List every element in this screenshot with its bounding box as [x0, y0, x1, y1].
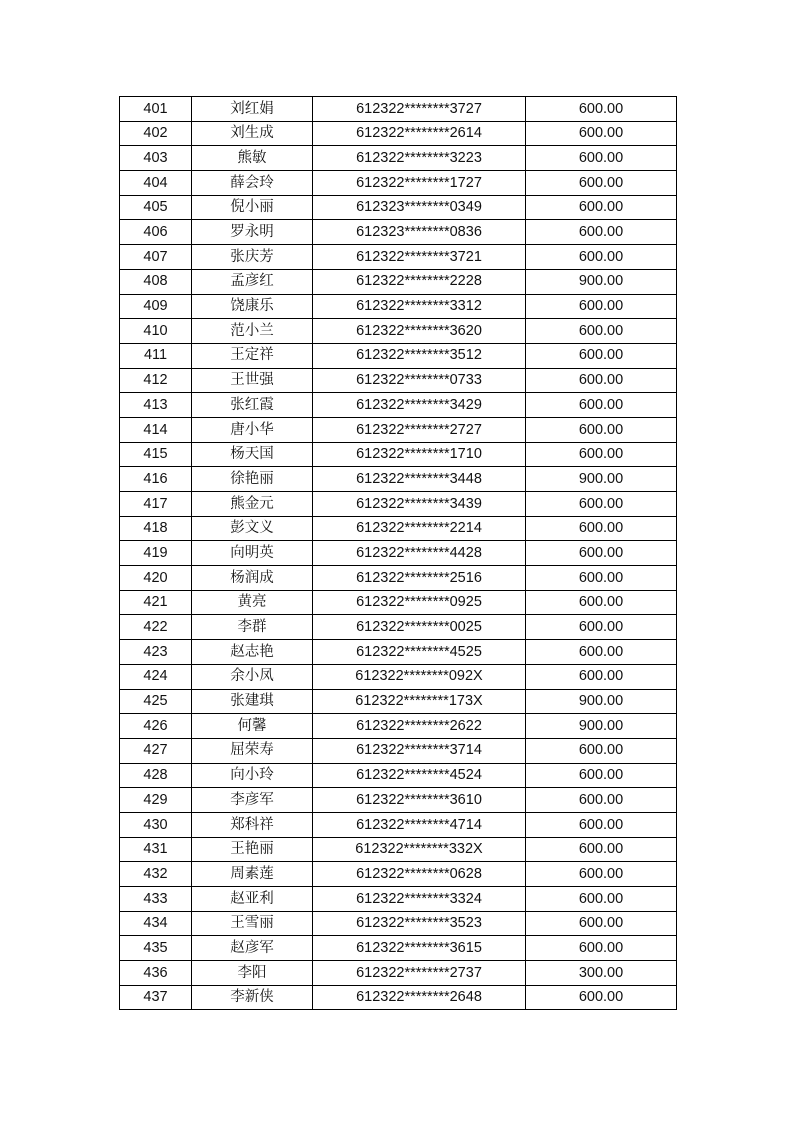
- row-number-cell: 425: [120, 689, 192, 714]
- table-row: [120, 837, 677, 862]
- id-number-cell: 612322********2648: [313, 985, 526, 1010]
- row-number-cell: 427: [120, 738, 192, 763]
- id-number-cell: 612322********092X: [313, 664, 526, 689]
- name-cell: 刘红娟: [192, 97, 313, 122]
- amount-cell: 600.00: [526, 590, 677, 615]
- table-row: [120, 442, 677, 467]
- amount-cell: 600.00: [526, 664, 677, 689]
- id-number-cell: 612322********3312: [313, 294, 526, 319]
- name-cell: 黄亮: [192, 590, 313, 615]
- table-row: [120, 146, 677, 171]
- table-row: [120, 343, 677, 368]
- id-number-cell: 612322********2622: [313, 714, 526, 739]
- id-number-cell: 612322********3429: [313, 393, 526, 418]
- table-row: [120, 664, 677, 689]
- id-number-cell: 612322********0025: [313, 615, 526, 640]
- amount-cell: 600.00: [526, 566, 677, 591]
- name-cell: 赵彦军: [192, 936, 313, 961]
- id-number-cell: 612322********2516: [313, 566, 526, 591]
- id-number-cell: 612322********3615: [313, 936, 526, 961]
- row-number-cell: 434: [120, 911, 192, 936]
- id-number-cell: 612322********2727: [313, 417, 526, 442]
- name-cell: 王艳丽: [192, 837, 313, 862]
- name-cell: 罗永明: [192, 220, 313, 245]
- id-number-cell: 612322********332X: [313, 837, 526, 862]
- row-number-cell: 413: [120, 393, 192, 418]
- name-cell: 李彦军: [192, 788, 313, 813]
- id-number-cell: 612322********3620: [313, 319, 526, 344]
- row-number-cell: 422: [120, 615, 192, 640]
- id-number-cell: 612322********4428: [313, 541, 526, 566]
- row-number-cell: 419: [120, 541, 192, 566]
- table-row: [120, 911, 677, 936]
- amount-cell: 600.00: [526, 245, 677, 270]
- name-cell: 张建琪: [192, 689, 313, 714]
- table-row: [120, 467, 677, 492]
- row-number-cell: 417: [120, 492, 192, 517]
- amount-cell: 600.00: [526, 171, 677, 196]
- table-row: [120, 738, 677, 763]
- row-number-cell: 402: [120, 121, 192, 146]
- name-cell: 赵志艳: [192, 640, 313, 665]
- row-number-cell: 421: [120, 590, 192, 615]
- amount-cell: 600.00: [526, 146, 677, 171]
- table-row: [120, 862, 677, 887]
- row-number-cell: 437: [120, 985, 192, 1010]
- table-row: [120, 887, 677, 912]
- amount-cell: 600.00: [526, 837, 677, 862]
- id-number-cell: 612322********4525: [313, 640, 526, 665]
- id-number-cell: 612322********3714: [313, 738, 526, 763]
- id-number-cell: 612322********3523: [313, 911, 526, 936]
- amount-cell: 900.00: [526, 269, 677, 294]
- name-cell: 向明英: [192, 541, 313, 566]
- table-row: [120, 936, 677, 961]
- name-cell: 王雪丽: [192, 911, 313, 936]
- id-number-cell: 612322********3610: [313, 788, 526, 813]
- row-number-cell: 435: [120, 936, 192, 961]
- name-cell: 范小兰: [192, 319, 313, 344]
- name-cell: 薛会玲: [192, 171, 313, 196]
- name-cell: 李群: [192, 615, 313, 640]
- table-row: [120, 788, 677, 813]
- table-row: [120, 714, 677, 739]
- id-number-cell: 612322********2214: [313, 516, 526, 541]
- row-number-cell: 410: [120, 319, 192, 344]
- name-cell: 屈荣寿: [192, 738, 313, 763]
- name-cell: 刘生成: [192, 121, 313, 146]
- amount-cell: 600.00: [526, 516, 677, 541]
- name-cell: 赵亚利: [192, 887, 313, 912]
- id-number-cell: 612322********4524: [313, 763, 526, 788]
- name-cell: 李阳: [192, 961, 313, 986]
- table-row: [120, 245, 677, 270]
- amount-cell: 600.00: [526, 812, 677, 837]
- amount-cell: 600.00: [526, 368, 677, 393]
- name-cell: 彭文义: [192, 516, 313, 541]
- id-number-cell: 612322********3439: [313, 492, 526, 517]
- table-row: [120, 566, 677, 591]
- amount-cell: 600.00: [526, 738, 677, 763]
- amount-cell: 600.00: [526, 541, 677, 566]
- table-row: [120, 763, 677, 788]
- row-number-cell: 408: [120, 269, 192, 294]
- amount-cell: 600.00: [526, 195, 677, 220]
- row-number-cell: 424: [120, 664, 192, 689]
- amount-cell: 600.00: [526, 911, 677, 936]
- row-number-cell: 407: [120, 245, 192, 270]
- table-row: [120, 195, 677, 220]
- row-number-cell: 414: [120, 417, 192, 442]
- row-number-cell: 431: [120, 837, 192, 862]
- id-number-cell: 612322********3721: [313, 245, 526, 270]
- amount-cell: 600.00: [526, 936, 677, 961]
- id-number-cell: 612322********173X: [313, 689, 526, 714]
- id-number-cell: 612322********2737: [313, 961, 526, 986]
- id-number-cell: 612322********3448: [313, 467, 526, 492]
- id-number-cell: 612322********2614: [313, 121, 526, 146]
- id-number-cell: 612322********2228: [313, 269, 526, 294]
- amount-cell: 600.00: [526, 640, 677, 665]
- id-number-cell: 612322********0925: [313, 590, 526, 615]
- table-row: [120, 121, 677, 146]
- roster-table: [119, 96, 677, 1010]
- row-number-cell: 428: [120, 763, 192, 788]
- amount-cell: 900.00: [526, 689, 677, 714]
- name-cell: 余小凤: [192, 664, 313, 689]
- id-number-cell: 612322********0733: [313, 368, 526, 393]
- row-number-cell: 426: [120, 714, 192, 739]
- row-number-cell: 432: [120, 862, 192, 887]
- table-row: [120, 812, 677, 837]
- name-cell: 杨天国: [192, 442, 313, 467]
- row-number-cell: 406: [120, 220, 192, 245]
- amount-cell: 600.00: [526, 97, 677, 122]
- name-cell: 熊金元: [192, 492, 313, 517]
- table-row: [120, 985, 677, 1010]
- row-number-cell: 412: [120, 368, 192, 393]
- name-cell: 饶康乐: [192, 294, 313, 319]
- row-number-cell: 409: [120, 294, 192, 319]
- table-row: [120, 368, 677, 393]
- row-number-cell: 404: [120, 171, 192, 196]
- table-row: [120, 961, 677, 986]
- name-cell: 李新侠: [192, 985, 313, 1010]
- table-row: [120, 689, 677, 714]
- name-cell: 张红霞: [192, 393, 313, 418]
- table-row: [120, 294, 677, 319]
- id-number-cell: 612322********1727: [313, 171, 526, 196]
- id-number-cell: 612323********0349: [313, 195, 526, 220]
- table-row: [120, 640, 677, 665]
- amount-cell: 600.00: [526, 343, 677, 368]
- id-number-cell: 612322********3512: [313, 343, 526, 368]
- amount-cell: 300.00: [526, 961, 677, 986]
- name-cell: 倪小丽: [192, 195, 313, 220]
- row-number-cell: 415: [120, 442, 192, 467]
- row-number-cell: 401: [120, 97, 192, 122]
- table-row: [120, 492, 677, 517]
- id-number-cell: 612322********3223: [313, 146, 526, 171]
- name-cell: 王定祥: [192, 343, 313, 368]
- row-number-cell: 411: [120, 343, 192, 368]
- name-cell: 周素莲: [192, 862, 313, 887]
- amount-cell: 600.00: [526, 393, 677, 418]
- name-cell: 孟彦红: [192, 269, 313, 294]
- row-number-cell: 416: [120, 467, 192, 492]
- table-row: [120, 220, 677, 245]
- amount-cell: 900.00: [526, 714, 677, 739]
- amount-cell: 600.00: [526, 319, 677, 344]
- table-row: [120, 516, 677, 541]
- id-number-cell: 612322********3324: [313, 887, 526, 912]
- amount-cell: 600.00: [526, 442, 677, 467]
- amount-cell: 600.00: [526, 121, 677, 146]
- table-row: [120, 269, 677, 294]
- row-number-cell: 430: [120, 812, 192, 837]
- row-number-cell: 418: [120, 516, 192, 541]
- row-number-cell: 420: [120, 566, 192, 591]
- id-number-cell: 612322********0628: [313, 862, 526, 887]
- name-cell: 徐艳丽: [192, 467, 313, 492]
- table-row: [120, 615, 677, 640]
- amount-cell: 600.00: [526, 887, 677, 912]
- name-cell: 杨润成: [192, 566, 313, 591]
- name-cell: 唐小华: [192, 417, 313, 442]
- row-number-cell: 429: [120, 788, 192, 813]
- amount-cell: 600.00: [526, 763, 677, 788]
- id-number-cell: 612322********1710: [313, 442, 526, 467]
- amount-cell: 600.00: [526, 788, 677, 813]
- id-number-cell: 612323********0836: [313, 220, 526, 245]
- row-number-cell: 423: [120, 640, 192, 665]
- table-row: [120, 97, 677, 122]
- row-number-cell: 405: [120, 195, 192, 220]
- table-row: [120, 417, 677, 442]
- amount-cell: 600.00: [526, 615, 677, 640]
- amount-cell: 900.00: [526, 467, 677, 492]
- table-row: [120, 590, 677, 615]
- name-cell: 王世强: [192, 368, 313, 393]
- name-cell: 何馨: [192, 714, 313, 739]
- amount-cell: 600.00: [526, 985, 677, 1010]
- amount-cell: 600.00: [526, 220, 677, 245]
- roster-table-body: [120, 97, 677, 1010]
- name-cell: 熊敏: [192, 146, 313, 171]
- id-number-cell: 612322********3727: [313, 97, 526, 122]
- row-number-cell: 433: [120, 887, 192, 912]
- name-cell: 郑科祥: [192, 812, 313, 837]
- table-row: [120, 319, 677, 344]
- table-row: [120, 541, 677, 566]
- table-row: [120, 393, 677, 418]
- row-number-cell: 403: [120, 146, 192, 171]
- name-cell: 向小玲: [192, 763, 313, 788]
- table-row: [120, 171, 677, 196]
- id-number-cell: 612322********4714: [313, 812, 526, 837]
- row-number-cell: 436: [120, 961, 192, 986]
- amount-cell: 600.00: [526, 492, 677, 517]
- name-cell: 张庆芳: [192, 245, 313, 270]
- amount-cell: 600.00: [526, 862, 677, 887]
- amount-cell: 600.00: [526, 294, 677, 319]
- amount-cell: 600.00: [526, 417, 677, 442]
